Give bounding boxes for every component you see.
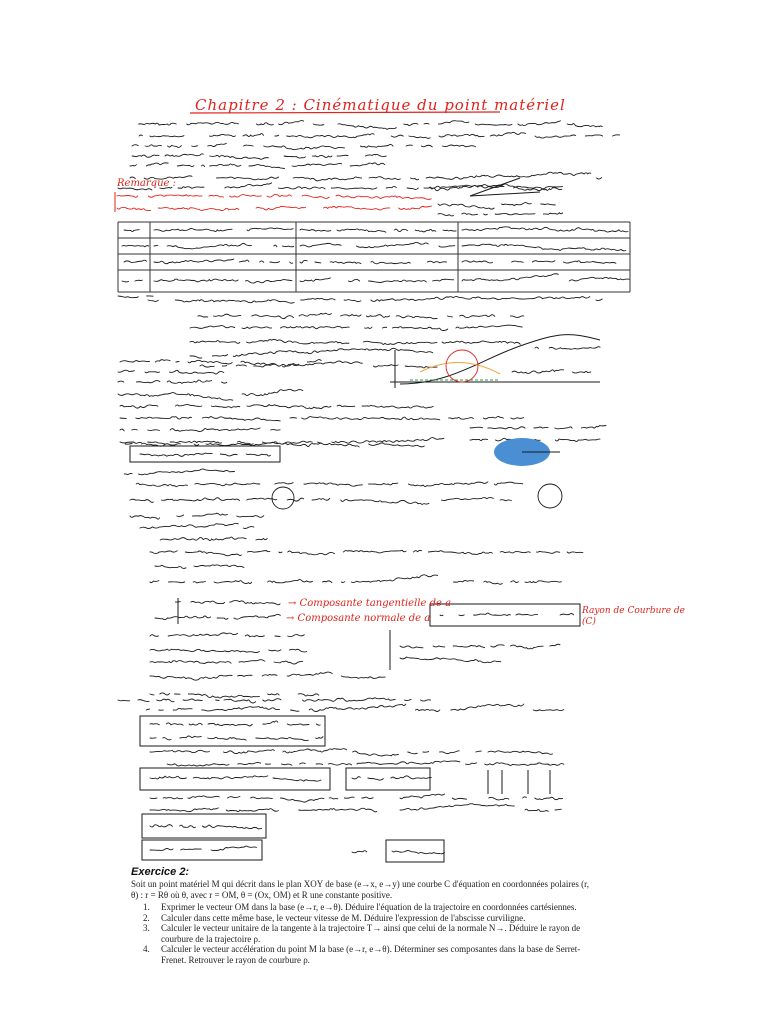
handwritten-line <box>150 693 325 698</box>
handwritten-line <box>175 601 280 605</box>
handwritten-line <box>132 154 386 160</box>
handwritten-line <box>124 260 146 262</box>
handwritten-line <box>132 143 476 149</box>
handwritten-line <box>136 482 522 487</box>
handwritten-line <box>124 230 153 232</box>
handwritten-line <box>150 796 382 802</box>
handwritten-line <box>139 121 603 130</box>
chapter-title: Chapitre 2 : Cinématique du point matériel <box>195 96 566 114</box>
handwritten-line <box>117 194 431 199</box>
handwritten-line <box>400 794 563 800</box>
normal-component-label: → Composante normale de a <box>286 613 431 624</box>
handwritten-line <box>130 172 602 181</box>
handwritten-line <box>462 227 628 232</box>
tangential-component-label: → Composante tangentielle de a <box>288 598 452 609</box>
handwritten-line <box>150 575 561 584</box>
handwritten-line <box>300 260 456 263</box>
handwritten-line <box>120 416 524 421</box>
exercise-question: 2. Calculer dans cette même base, le vecteur vitesse de M. Déduire l'expression de l'abscisse curviligne. <box>143 912 526 923</box>
handwritten-line <box>124 469 234 475</box>
handwritten-line <box>155 614 280 619</box>
handwritten-line <box>440 613 574 616</box>
handwritten-line <box>462 261 628 264</box>
handwritten-line <box>118 698 431 703</box>
handwritten-line <box>117 206 431 211</box>
handwritten-line <box>120 428 280 432</box>
handwritten-line <box>150 736 323 741</box>
trajectory-curve <box>400 335 600 384</box>
handwritten-line <box>118 380 236 383</box>
handwritten-line <box>352 776 431 780</box>
handwritten-line <box>150 825 262 829</box>
handwritten-line <box>146 704 564 711</box>
normal-accel-formula-box <box>140 768 330 790</box>
handwritten-line <box>462 244 626 251</box>
handwritten-line <box>122 280 150 282</box>
handwritten-line <box>190 325 522 330</box>
radius-of-curvature-note: Rayon de Courbure de (C) <box>582 606 685 627</box>
handwritten-line <box>400 644 560 649</box>
handwritten-line <box>470 426 606 430</box>
handwritten-line <box>150 550 583 555</box>
handwritten-line <box>118 389 303 400</box>
handwritten-line <box>118 296 153 298</box>
handwritten-line <box>150 749 562 756</box>
handwritten-line <box>462 274 629 281</box>
exercise-question: 4. Calculer le vecteur accélération du point M la base (e→r, e→θ). Déterminer ses composantes dans la base de Serret-Frenet. Retrouver le rayon de courbure ρ. <box>143 944 581 965</box>
handwritten-line <box>140 453 270 456</box>
handwritten-line <box>122 245 149 246</box>
handwritten-line <box>154 259 293 264</box>
handwritten-line <box>150 633 304 637</box>
circled-term <box>538 484 562 508</box>
remarque-label: Remarque : <box>117 178 176 189</box>
handwritten-line <box>154 228 293 232</box>
handwritten-line <box>154 279 292 283</box>
handwritten-line <box>148 296 602 303</box>
handwritten-line <box>392 850 445 853</box>
handwritten-line <box>150 672 385 680</box>
velocity-box <box>130 446 280 462</box>
handwritten-line <box>120 438 444 445</box>
handwritten-line <box>155 565 244 568</box>
osculating-circle-arc <box>420 362 500 374</box>
handwritten-line <box>438 213 563 216</box>
handwritten-line <box>140 523 254 528</box>
exercise-intro: Soit un point matériel M qui décrit dans le plan XOY de base (e→x, e→y) une courbe C d'équation en coordonnées polaires (r, θ) : r = Rθ où θ, avec r = OM, θ = (Ox, OM) et R une constante positive. <box>131 879 589 900</box>
handwritten-line <box>139 132 619 138</box>
exercise-question: 1. Exprimer le vecteur OM dans la base (e→r, e→θ). Déduire l'équation de la trajectoire en coordonnées cartésiennes. <box>143 902 577 912</box>
handwritten-line <box>300 278 454 283</box>
handwritten-line <box>167 761 564 766</box>
handwritten-line <box>150 660 303 664</box>
handwritten-line <box>130 513 264 519</box>
handwritten-line <box>150 776 321 781</box>
handwritten-line <box>118 370 224 374</box>
handwritten-line <box>200 361 445 368</box>
handwritten-line <box>150 846 256 850</box>
exercise-questions <box>131 902 589 965</box>
handwritten-line <box>400 657 501 663</box>
handwritten-line <box>190 339 520 344</box>
handwritten-line <box>130 498 522 505</box>
handwritten-line <box>300 229 456 232</box>
handwritten-line <box>154 243 294 248</box>
circled-term <box>272 487 294 509</box>
handwritten-line <box>120 405 433 409</box>
handwritten-line <box>130 163 385 169</box>
exercise-title: Exercice 2: <box>131 866 190 878</box>
handwritten-line <box>150 649 307 652</box>
handwritten-line <box>535 347 600 349</box>
handwritten-line <box>438 203 563 210</box>
handwritten-line <box>198 313 524 319</box>
handwritten-line <box>512 370 591 374</box>
handwritten-line <box>150 808 384 812</box>
handwritten-line <box>300 242 455 247</box>
cross-product-box <box>346 768 430 790</box>
handwritten-line <box>400 804 561 812</box>
handwritten-line <box>150 721 320 726</box>
handwritten-line <box>160 537 301 541</box>
handwritten-line <box>352 851 367 853</box>
exercise-question: 3. Calculer le vecteur unitaire de la tangente à la trajectoire T→ ainsi que celui de la normale N→. Déduire le rayon de courbure de la trajectoire ρ. <box>143 923 581 944</box>
handwritten-line <box>190 348 433 358</box>
tangential-accel-box <box>140 716 325 746</box>
